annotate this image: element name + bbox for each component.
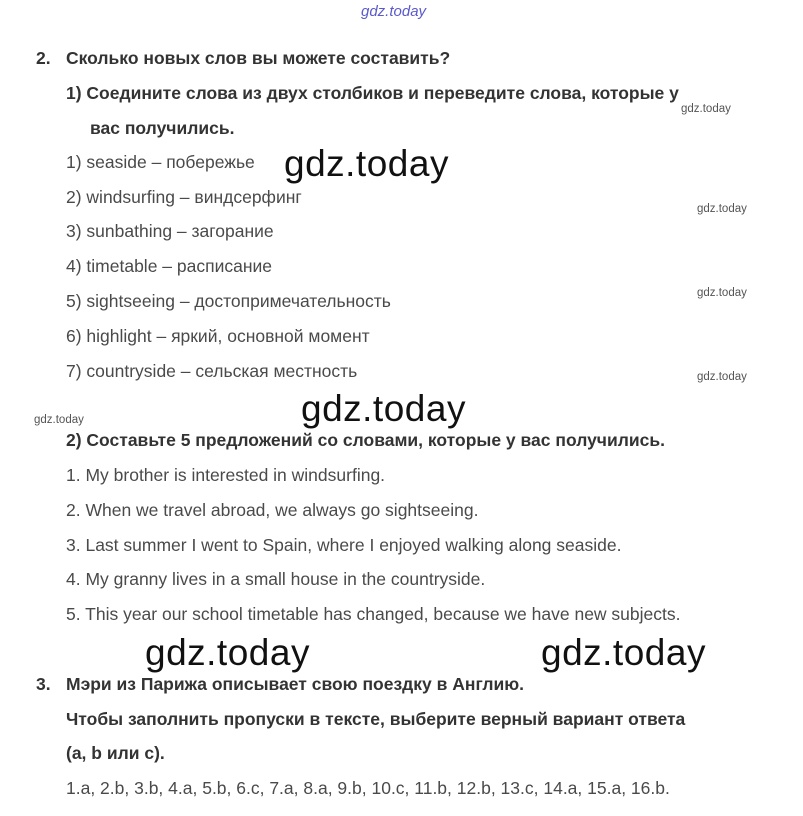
list-item: 5) sightseeing – достопримечательность: [66, 291, 391, 311]
watermark-top: gdz.today: [361, 3, 427, 20]
task3-number: 3.: [36, 674, 51, 694]
watermark-small: gdz.today: [697, 203, 747, 215]
watermark-big: gdz.today: [145, 632, 310, 673]
list-item: 4) timetable – расписание: [66, 256, 273, 276]
part1-title-line1: 1) Соедините слова из двух столбиков и переведите слова, которые у: [66, 83, 679, 103]
task2-title: Сколько новых слов вы можете составить?: [66, 48, 451, 68]
sentence-item: 3. Last summer I went to Spain, where I enjoyed walking along seaside.: [66, 535, 622, 555]
task3-answers: 1.a, 2.b, 3.b, 4.a, 5.b, 6.c, 7.a, 8.a, 9.b, 10.c, 11.b, 12.b, 13.c, 14.a, 15.a, 16.b.: [66, 778, 670, 798]
watermark-small: gdz.today: [681, 103, 731, 115]
sentence-item: 4. My granny lives in a small house in the countryside.: [66, 569, 486, 589]
list-item: 2) windsurfing – виндсерфинг: [66, 187, 302, 207]
watermark-big: gdz.today: [301, 388, 466, 429]
watermark-small: gdz.today: [697, 371, 747, 383]
watermark-big: gdz.today: [284, 143, 449, 184]
task3-title: Мэри из Парижа описывает свою поездку в Англию.: [66, 674, 525, 694]
part2-title: 2) Составьте 5 предложений со словами, которые у вас получились.: [66, 430, 665, 450]
task3-instruction-line2: (a, b или c).: [66, 743, 165, 763]
sentence-item: 1. My brother is interested in windsurfing.: [66, 465, 386, 485]
list-item: 6) highlight – яркий, основной момент: [66, 326, 370, 346]
sentence-item: 5. This year our school timetable has changed, because we have new subjects.: [66, 604, 681, 624]
watermark-small: gdz.today: [697, 287, 747, 299]
list-item: 7) countryside – сельская местность: [66, 361, 358, 381]
task2-number: 2.: [36, 48, 51, 68]
sentence-item: 2. When we travel abroad, we always go sightseeing.: [66, 500, 479, 520]
watermark-big: gdz.today: [541, 632, 706, 673]
list-item: 3) sunbathing – загорание: [66, 221, 274, 241]
task3-instruction-line1: Чтобы заполнить пропуски в тексте, выберите верный вариант ответа: [66, 709, 686, 729]
part1-title-line2: вас получились.: [90, 118, 235, 138]
list-item: 1) seaside – побережье: [66, 152, 255, 172]
watermark-small: gdz.today: [34, 414, 84, 426]
